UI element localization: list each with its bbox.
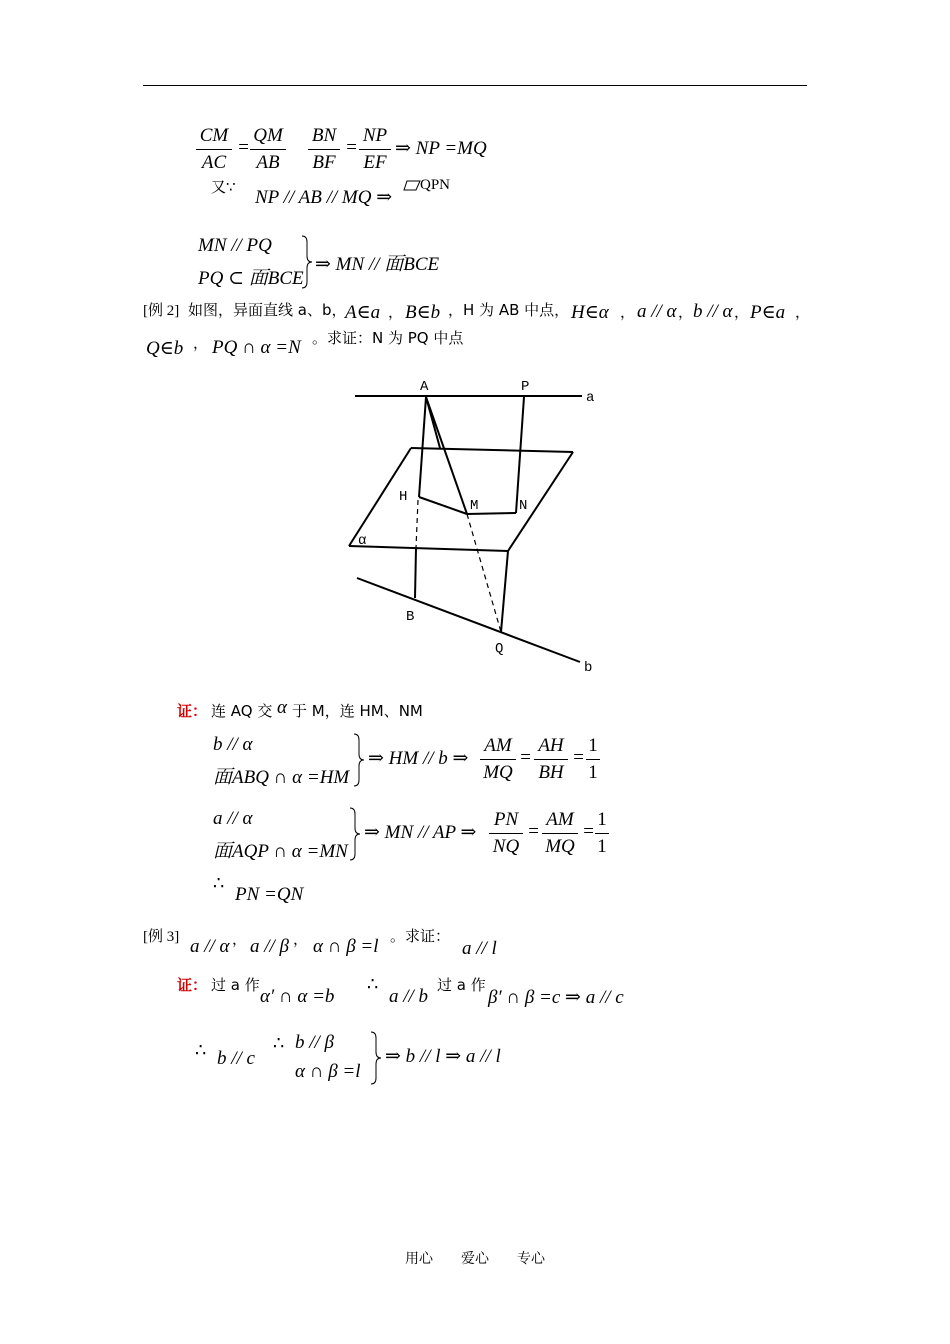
proof1-head: 证： <box>177 702 208 720</box>
therefore-symbol: ∴ <box>195 1040 207 1061</box>
segment-am <box>426 397 467 514</box>
comma: ， <box>232 930 248 948</box>
fraction-1-1: 1 1 <box>586 735 600 784</box>
label-a: a <box>586 390 595 406</box>
comma: ， <box>620 303 636 321</box>
segment-pn <box>516 397 524 513</box>
fraction-pn-nq: PN NQ <box>489 809 523 858</box>
label-Q: Q <box>495 641 504 657</box>
segment-ah <box>419 397 426 497</box>
label-B: B <box>406 609 415 625</box>
eq1-result: ⇒ NP =MQ <box>395 138 487 159</box>
proof1-b1l2: 面ABQ ∩ α =HM <box>213 767 350 788</box>
label-M: M <box>470 498 479 514</box>
eq2-prefix: 又∵ <box>211 178 236 196</box>
ex2-m8: PQ ∩ α =N <box>212 337 301 358</box>
fraction-bn-bf: BN BF <box>308 125 340 174</box>
proof2-res: ⇒ b // l ⇒ a // l <box>385 1046 501 1067</box>
right-brace <box>352 732 366 788</box>
proof1-b1res: ⇒ HM // b ⇒ <box>368 748 469 769</box>
eq3-line1: MN // PQ <box>198 235 272 256</box>
ex2-m7: Q∈b <box>146 338 184 359</box>
segment-mq-hidden <box>467 514 501 632</box>
eq2-tail: QPN <box>420 177 451 193</box>
therefore-symbol: ∴ <box>367 974 379 995</box>
label-alpha: α <box>358 533 367 549</box>
ex3-label: [例 3] <box>143 929 180 945</box>
label-A: A <box>420 379 429 395</box>
proof2-head: 证： <box>177 976 208 994</box>
proof2-m2: a // b <box>389 986 429 1007</box>
segment-a-right <box>426 397 440 448</box>
ex2-m1: A∈a <box>345 302 381 323</box>
comma: ， <box>293 930 309 948</box>
proof1-alpha: α <box>277 697 287 718</box>
fraction-qm-ab: QM AB <box>250 125 286 174</box>
label-b: b <box>584 660 593 676</box>
proof1-text: 连 AQ 交 <box>211 702 273 720</box>
equals-sign: = <box>527 821 540 842</box>
therefore-symbol: ∴ <box>213 873 225 894</box>
therefore-symbol: ∴ <box>273 1033 285 1054</box>
segment-hm <box>419 497 467 514</box>
line-b <box>357 578 580 662</box>
segment-hb-hidden <box>416 500 418 548</box>
plane-edge-bottom <box>349 546 508 551</box>
comma: ， <box>388 303 404 321</box>
comma: ， <box>795 303 811 321</box>
comma: ， <box>193 334 209 352</box>
ex2-m5: b // α <box>693 301 733 322</box>
ex2-m3: H∈α <box>571 302 609 323</box>
proof2-m3: β′ ∩ β =c ⇒ a // c <box>488 987 624 1008</box>
eq2-expr: NP // AB // MQ ⇒ <box>255 187 393 208</box>
equals-sign: = <box>345 137 358 158</box>
proof2-t2: 过 a 作 <box>437 976 486 994</box>
proof1-b2res: ⇒ MN // AP ⇒ <box>364 822 477 843</box>
fraction-np-ef: NP EF <box>359 125 391 174</box>
equals-sign: = <box>237 137 250 158</box>
right-brace <box>369 1030 383 1086</box>
fraction-ah-bh: AH BH <box>534 735 568 784</box>
proof2-l1: b // β <box>295 1032 335 1053</box>
fraction-cm-ac: CM AC <box>196 125 232 174</box>
ex2-m2: B∈b <box>405 302 441 323</box>
ex3-m1: a // α <box>190 936 230 957</box>
eq3-line2: PQ ⊂ 面BCE <box>198 268 304 289</box>
proof1-conclusion: PN =QN <box>235 884 304 905</box>
label-H: H <box>399 489 408 505</box>
fraction-am-mq: AM MQ <box>542 809 578 858</box>
equals-sign: = <box>519 747 532 768</box>
ex2-text1: 如图，异面直线 a、b， <box>188 301 347 319</box>
label-N: N <box>519 498 528 514</box>
proof2-l2: α ∩ β =l <box>295 1061 361 1082</box>
comma: ， <box>734 303 750 321</box>
ex3-m2: a // β <box>250 936 290 957</box>
eq3-result: ⇒ MN // 面BCE <box>315 254 440 275</box>
equals-sign: = <box>572 747 585 768</box>
ex3-m3: α ∩ β =l <box>313 936 379 957</box>
proof1-b1l1: b // α <box>213 734 253 755</box>
segment-q-up <box>501 551 508 632</box>
right-brace <box>348 806 362 862</box>
fraction-1-1: 1 1 <box>595 809 609 858</box>
ex2-text3: 。求证：N 为 PQ 中点 <box>312 329 464 347</box>
ex2-m6: P∈a <box>750 302 786 323</box>
comma: ， <box>678 303 694 321</box>
proof1-b2l1: a // α <box>213 808 253 829</box>
segment-b-up <box>415 548 416 598</box>
proof2-m4: b // c <box>217 1048 255 1069</box>
ex3-text: 。求证： <box>390 927 451 945</box>
proof2-m1: α′ ∩ α =b <box>260 986 335 1007</box>
page-footer: 用心 爱心 专心 <box>405 1251 545 1267</box>
ex2-label: [例 2] <box>143 303 180 319</box>
proof2-t1: 过 a 作 <box>211 976 260 994</box>
fraction-am-mq: AM MQ <box>480 735 516 784</box>
ex2-m4: a // α <box>637 301 677 322</box>
proof1-b2l2: 面AQP ∩ α =MN <box>213 841 348 862</box>
ex2-text2: ，H 为 AB 中点， <box>448 301 570 319</box>
label-P: P <box>521 379 530 395</box>
equals-sign: = <box>582 821 595 842</box>
proof1-text2: 于 M，连 HM、NM <box>292 702 423 720</box>
ex3-goal: a // l <box>462 938 497 959</box>
plane-edge-top <box>411 448 573 452</box>
